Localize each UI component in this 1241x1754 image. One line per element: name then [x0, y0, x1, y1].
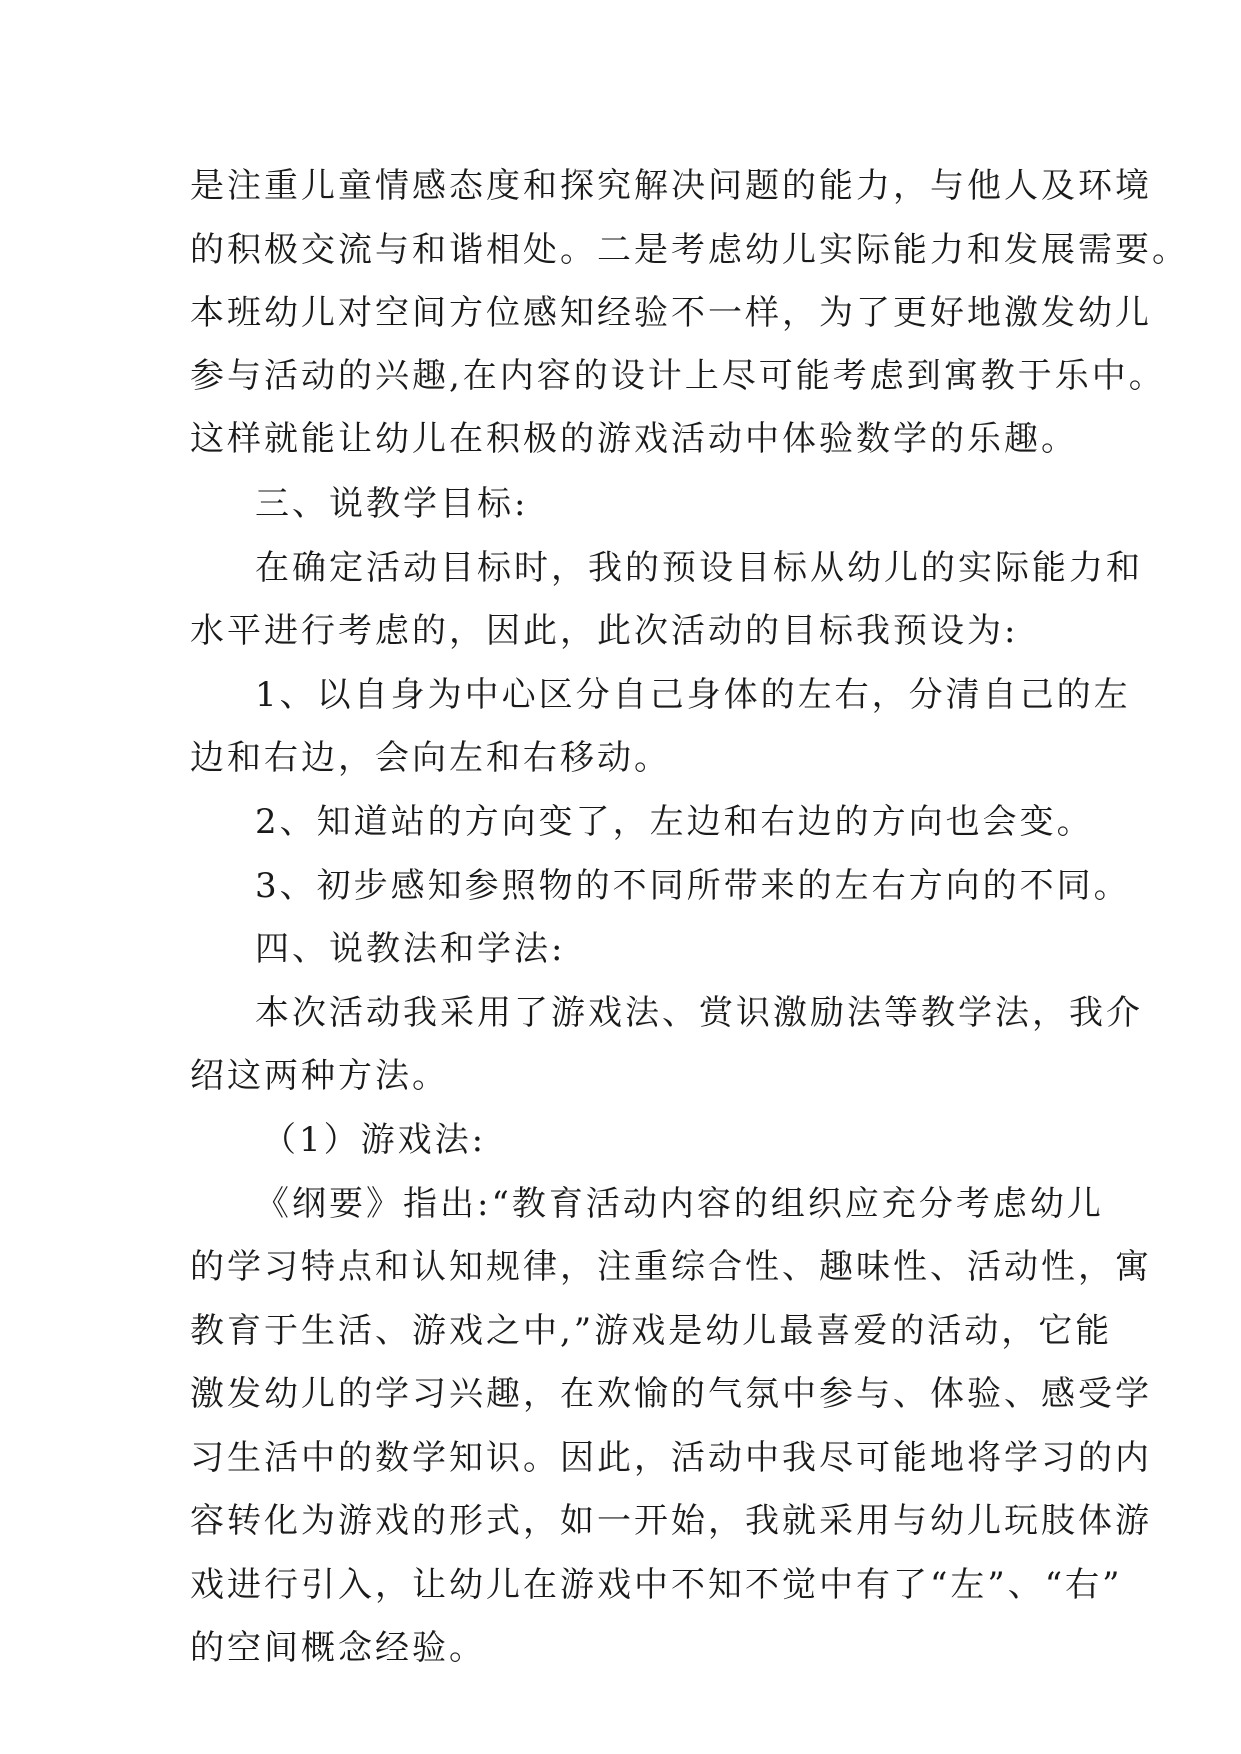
text-line: 戏进行引入，让幼儿在游戏中不知不觉中有了“左”、“右”	[190, 1565, 1123, 1605]
text-line: 的积极交流与和谐相处。二是考虑幼儿实际能力和发展需要。	[190, 230, 1189, 270]
text-line: 《纲要》指出:“教育活动内容的组织应充分考虑幼儿	[255, 1184, 1104, 1224]
text-line: 本次活动我采用了游戏法、赏识激励法等教学法，我介	[255, 993, 1143, 1033]
text-line: 边和右边，会向左和右移动。	[190, 738, 671, 778]
list-item: 3、初步感知参照物的不同所带来的左右方向的不同。	[255, 866, 1131, 906]
text-line: 绍这两种方法。	[190, 1056, 449, 1096]
text-line: 的空间概念经验。	[190, 1628, 486, 1668]
text-line: 参与活动的兴趣,在内容的设计上尽可能考虑到寓教于乐中。	[190, 356, 1166, 396]
text-line: 是注重儿童情感态度和探究解决问题的能力，与他人及环境	[190, 166, 1152, 206]
text-line: 水平进行考虑的，因此，此次活动的目标我预设为:	[190, 611, 1019, 651]
section-heading: 三、说教学目标:	[255, 484, 529, 524]
section-heading: 四、说教法和学法:	[255, 929, 566, 969]
text-line: 激发幼儿的学习兴趣，在欢愉的气氛中参与、体验、感受学	[190, 1374, 1152, 1414]
text-line: 这样就能让幼儿在积极的游戏活动中体验数学的乐趣。	[190, 419, 1078, 459]
text-line: 习生活中的数学知识。因此，活动中我尽可能地将学习的内	[190, 1438, 1152, 1478]
text-line: 在确定活动目标时，我的预设目标从幼儿的实际能力和	[255, 548, 1143, 588]
list-item: 1、以自身为中心区分自己身体的左右，分清自己的左	[255, 675, 1131, 715]
subsection-heading: （1）游戏法:	[262, 1120, 487, 1160]
list-item: 2、知道站的方向变了，左边和右边的方向也会变。	[255, 802, 1094, 842]
text-line: 教育于生活、游戏之中,”游戏是幼儿最喜爱的活动，它能	[190, 1311, 1113, 1351]
text-line: 的学习特点和认知规律，注重综合性、趣味性、活动性，寓	[190, 1247, 1152, 1287]
text-line: 容转化为游戏的形式，如一开始，我就采用与幼儿玩肢体游	[190, 1501, 1152, 1541]
text-line: 本班幼儿对空间方位感知经验不一样，为了更好地激发幼儿	[190, 293, 1152, 333]
